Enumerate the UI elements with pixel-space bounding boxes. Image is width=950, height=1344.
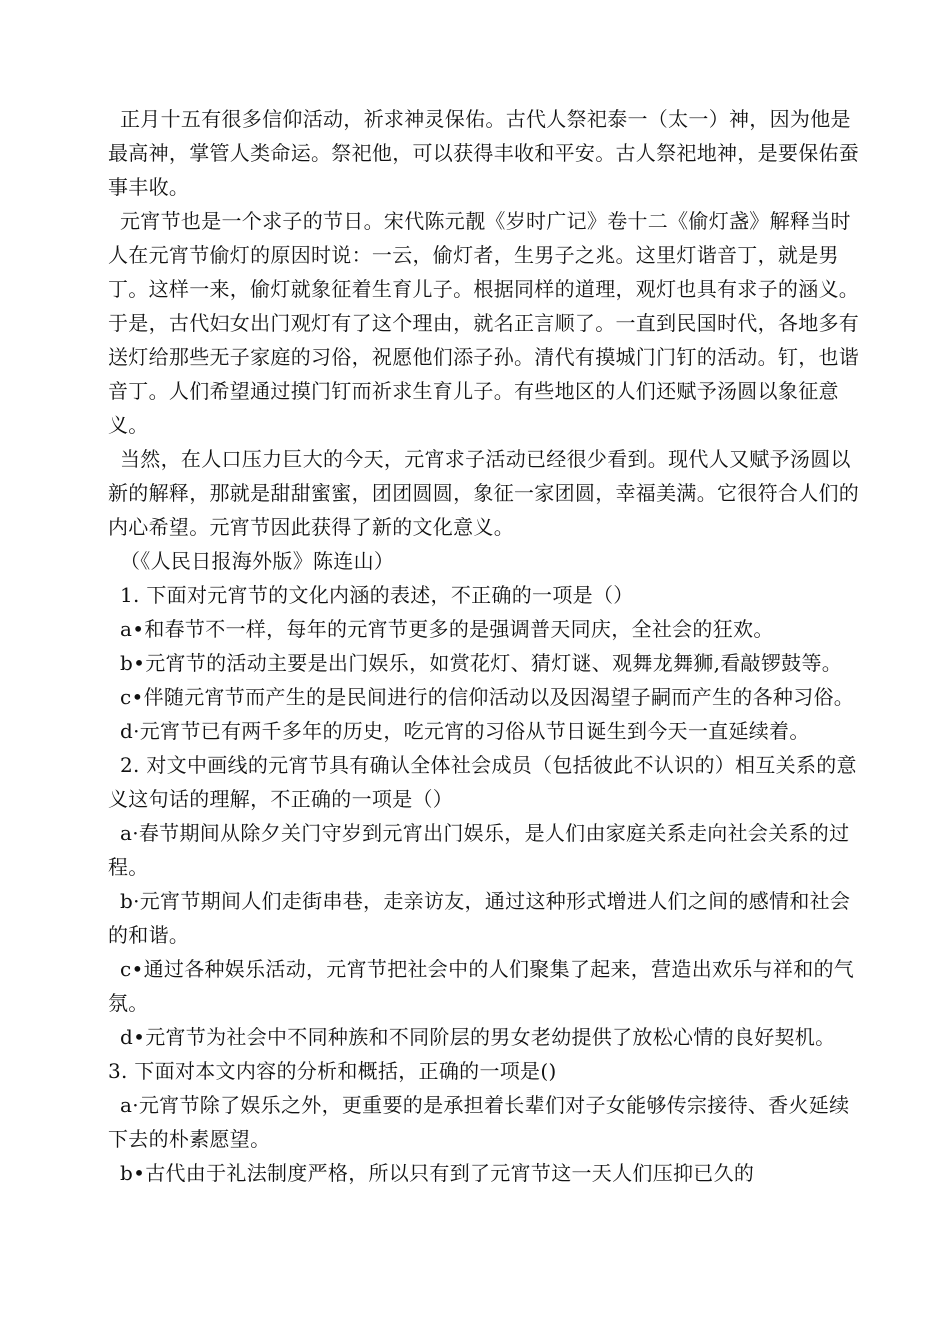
option-d: d•元宵节为社会中不同种族和不同阶层的男女老幼提供了放松心情的良好契机。 bbox=[120, 1025, 836, 1049]
option-c: c•通过各种娱乐活动，元宵节把社会中的人们聚集了起来，营造出欢乐与祥和的气氛。 bbox=[108, 957, 855, 1015]
source-citation: （《人民日报海外版》陈连山） bbox=[120, 549, 395, 573]
option-a: a·元宵节除了娱乐之外，更重要的是承担着长辈们对子女能够传宗接待、香火延续下去的朴素愿望。 bbox=[108, 1093, 850, 1151]
question-3 bbox=[108, 1054, 868, 1190]
paragraph-seeking-sons: 元宵节也是一个求子的节日。宋代陈元靓《岁时广记》卷十二《偷灯盏》解释当时人在元宵节偷灯的原因时说：一云，偷灯者，生男子之兆。这里灯谐音丁，就是男丁。这样一来，偷灯就象征着生育儿子。根据同样的道理，观灯也具有求子的涵义。于是，古代妇女出门观灯有了这个理由，就名正言顺了。一直到民国时代，各地多有送灯给那些无子家庭的习俗，祝愿他们添子孙。清代有摸城门门钉的活动。钉，也谐音丁。人们希望通过摸门钉而祈求生育儿子。有些地区的人们还赋予汤圆以象征意义。 bbox=[108, 209, 860, 437]
option-a: a·春节期间从除夕关门守岁到元宵出门娱乐，是人们由家庭关系走向社会关系的过程。 bbox=[108, 821, 850, 879]
option-a: a•和春节不一样，每年的元宵节更多的是强调普天同庆，全社会的狂欢。 bbox=[120, 617, 774, 641]
option-b: b•元宵节的活动主要是出门娱乐，如赏花灯、猜灯谜、观舞龙舞狮,看敲锣鼓等。 bbox=[120, 651, 843, 675]
question-stem: 2. 对文中画线的元宵节具有确认全体社会成员（包括彼此不认识的）相互关系的意义这句话的理解，不正确的一项是（） bbox=[108, 753, 857, 811]
document-body bbox=[108, 102, 868, 1190]
question-2 bbox=[108, 748, 868, 1054]
paragraph-modern-meaning: 当然，在人口压力巨大的今天，元宵求子活动已经很少看到。现代人又赋予汤圆以新的解释，那就是甜甜蜜蜜，团团圆圆，象征一家团圆，幸福美满。它很符合人们的内心希望。元宵节因此获得了新的文化意义。 bbox=[108, 447, 860, 539]
option-b: b·元宵节期间人们走街串巷，走亲访友，通过这种形式增进人们之间的感情和社会的和谐。 bbox=[108, 889, 851, 947]
paragraph-worship: 正月十五有很多信仰活动，祈求神灵保佑。古代人祭祀泰一（太一）神，因为他是最高神，掌管人类命运。祭祀他，可以获得丰收和平安。古人祭祀地神，是要保佑蚕事丰收。 bbox=[108, 107, 860, 199]
option-c: c•伴随元宵节而产生的是民间进行的信仰活动以及因渴望子嗣而产生的各种习俗。 bbox=[120, 685, 855, 709]
question-stem: 1. 下面对元宵节的文化内涵的表述，不正确的一项是（） bbox=[120, 583, 634, 607]
option-b: b•古代由于礼法制度严格，所以只有到了元宵节这一天人们压抑已久的 bbox=[120, 1161, 755, 1185]
question-1 bbox=[108, 578, 868, 748]
option-d: d·元宵节已有两千多年的历史，吃元宵的习俗从节日诞生到今天一直延续着。 bbox=[120, 719, 810, 743]
question-stem: 3. 下面对本文内容的分析和概括，正确的一项是() bbox=[108, 1059, 557, 1083]
